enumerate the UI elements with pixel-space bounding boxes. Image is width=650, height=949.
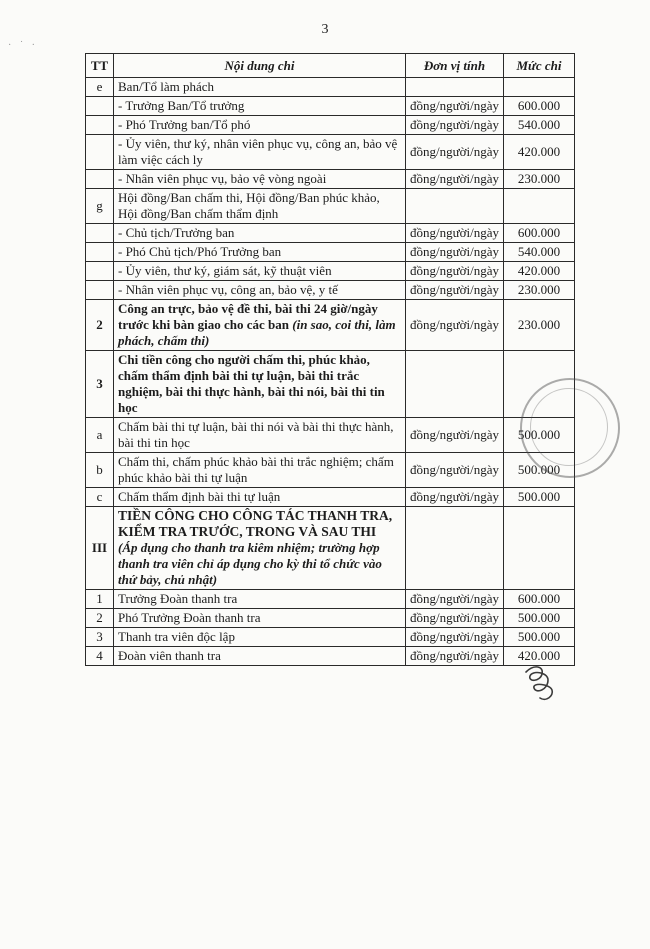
row-amount: 230.000 (504, 300, 575, 351)
row-tt: a (86, 418, 114, 453)
row-content: Thanh tra viên độc lập (114, 628, 406, 647)
row-unit: đồng/người/ngày (406, 300, 504, 351)
row-tt (86, 224, 114, 243)
row-tt: g (86, 189, 114, 224)
row-amount: 500.000 (504, 453, 575, 488)
table-row (86, 189, 575, 224)
row-tt: 2 (86, 609, 114, 628)
section-III-note: (Áp dụng cho thanh tra kiêm nhiệm; trường hợp thanh tra viên chỉ áp dụng cho kỳ thi tổ chức vào thứ bảy, chủ nhật) (118, 540, 382, 587)
row-amount: 500.000 (504, 488, 575, 507)
row-content: Chấm bài thi tự luận, bài thi nói và bài thi thực hành, bài thi tin học (114, 418, 406, 453)
row-tt: 3 (86, 351, 114, 418)
table-row (86, 116, 575, 135)
row-unit: đồng/người/ngày (406, 243, 504, 262)
table-row (86, 628, 575, 647)
row-content: Phó Trưởng Đoàn thanh tra (114, 609, 406, 628)
row-content: Chấm thẩm định bài thi tự luận (114, 488, 406, 507)
table-row-2 (86, 300, 575, 351)
table-row (86, 488, 575, 507)
table-row (86, 170, 575, 189)
row-tt: c (86, 488, 114, 507)
row-amount: 420.000 (504, 647, 575, 666)
table-row (86, 590, 575, 609)
table-row (86, 97, 575, 116)
expense-table (85, 53, 575, 666)
row-unit: đồng/người/ngày (406, 453, 504, 488)
row-tt: 1 (86, 590, 114, 609)
table-row (86, 262, 575, 281)
row-content: - Nhân viên phục vụ, công an, bảo vệ, y tế (114, 281, 406, 300)
scan-specks: · ˙ · (8, 40, 38, 51)
row-tt: 3 (86, 628, 114, 647)
row-amount: 540.000 (504, 116, 575, 135)
row-tt: 2 (86, 300, 114, 351)
row-content (114, 300, 406, 351)
row-content: Đoàn viên thanh tra (114, 647, 406, 666)
row-unit: đồng/người/ngày (406, 224, 504, 243)
row-content: - Trưởng Ban/Tổ trưởng (114, 97, 406, 116)
table-row (86, 453, 575, 488)
row-content: Chi tiền công cho người chấm thi, phúc khảo, chấm thẩm định bài thi tự luận, bài thi trắc nghiệm, bài thi thực hành, bài thi nói, bài thi tin học (114, 351, 406, 418)
section-III-title: TIỀN CÔNG CHO CÔNG TÁC THANH TRA, KIỂM TRA TRƯỚC, TRONG VÀ SAU THI (118, 508, 393, 539)
row-amount: 600.000 (504, 590, 575, 609)
row-unit: đồng/người/ngày (406, 116, 504, 135)
row-unit: đồng/người/ngày (406, 590, 504, 609)
table-row (86, 281, 575, 300)
row-2-note: (in sao, coi thi, làm phách, chấm thi) (118, 317, 396, 348)
row-amount: 420.000 (504, 135, 575, 170)
row-unit: đồng/người/ngày (406, 262, 504, 281)
table-row (86, 609, 575, 628)
row-tt: e (86, 78, 114, 97)
row-amount: 420.000 (504, 262, 575, 281)
row-amount: 230.000 (504, 170, 575, 189)
row-tt (86, 116, 114, 135)
row-amount (504, 189, 575, 224)
row-tt: III (86, 507, 114, 590)
row-tt (86, 243, 114, 262)
row-unit (406, 78, 504, 97)
row-content: - Chủ tịch/Trưởng ban (114, 224, 406, 243)
row-tt: b (86, 453, 114, 488)
row-unit: đồng/người/ngày (406, 97, 504, 116)
row-unit: đồng/người/ngày (406, 488, 504, 507)
table-row (86, 647, 575, 666)
row-unit: đồng/người/ngày (406, 628, 504, 647)
header-amount: Mức chi (504, 54, 575, 78)
row-tt (86, 262, 114, 281)
row-content: - Ủy viên, thư ký, nhân viên phục vụ, công an, bảo vệ làm việc cách ly (114, 135, 406, 170)
row-amount: 500.000 (504, 628, 575, 647)
table-row (86, 224, 575, 243)
row-unit (406, 507, 504, 590)
row-amount: 230.000 (504, 281, 575, 300)
row-tt: 4 (86, 647, 114, 666)
row-tt (86, 97, 114, 116)
row-content: - Phó Trưởng ban/Tổ phó (114, 116, 406, 135)
row-tt (86, 170, 114, 189)
initials-signature (518, 660, 564, 704)
row-amount (504, 507, 575, 590)
header-unit: Đơn vị tính (406, 54, 504, 78)
row-content: - Phó Chủ tịch/Phó Trưởng ban (114, 243, 406, 262)
row-content: Ban/Tổ làm phách (114, 78, 406, 97)
table-header-row (86, 54, 575, 78)
row-tt (86, 281, 114, 300)
row-unit (406, 351, 504, 418)
row-content: Hội đồng/Ban chấm thi, Hội đồng/Ban phúc khảo, Hội đồng/Ban chấm thẩm định (114, 189, 406, 224)
row-unit: đồng/người/ngày (406, 281, 504, 300)
row-amount (504, 78, 575, 97)
row-unit: đồng/người/ngày (406, 170, 504, 189)
row-content: Chấm thi, chấm phúc khảo bài thi trắc nghiệm; chấm phúc khảo bài thi tự luận (114, 453, 406, 488)
row-2-text: Công an trực, bảo vệ đề thi, bài thi 24 giờ/ngày trước khi bàn giao cho các ban (118, 301, 378, 332)
row-unit: đồng/người/ngày (406, 418, 504, 453)
official-seal-stamp (520, 378, 620, 478)
page-number: 3 (321, 22, 329, 37)
header-content: Nội dung chi (114, 54, 406, 78)
table-row (86, 78, 575, 97)
row-content: - Ủy viên, thư ký, giám sát, kỹ thuật viên (114, 262, 406, 281)
table-row-3 (86, 351, 575, 418)
table-row (86, 243, 575, 262)
row-unit: đồng/người/ngày (406, 647, 504, 666)
table-row (86, 135, 575, 170)
row-amount: 500.000 (504, 418, 575, 453)
row-tt (86, 135, 114, 170)
row-content: Trưởng Đoàn thanh tra (114, 590, 406, 609)
row-amount: 540.000 (504, 243, 575, 262)
row-unit: đồng/người/ngày (406, 135, 504, 170)
section-III-row (86, 507, 575, 590)
row-content (114, 507, 406, 590)
row-amount: 500.000 (504, 609, 575, 628)
row-unit: đồng/người/ngày (406, 609, 504, 628)
row-amount: 600.000 (504, 97, 575, 116)
row-amount: 600.000 (504, 224, 575, 243)
table-row (86, 418, 575, 453)
header-tt: TT (86, 54, 114, 78)
row-unit (406, 189, 504, 224)
row-content: - Nhân viên phục vụ, bảo vệ vòng ngoài (114, 170, 406, 189)
